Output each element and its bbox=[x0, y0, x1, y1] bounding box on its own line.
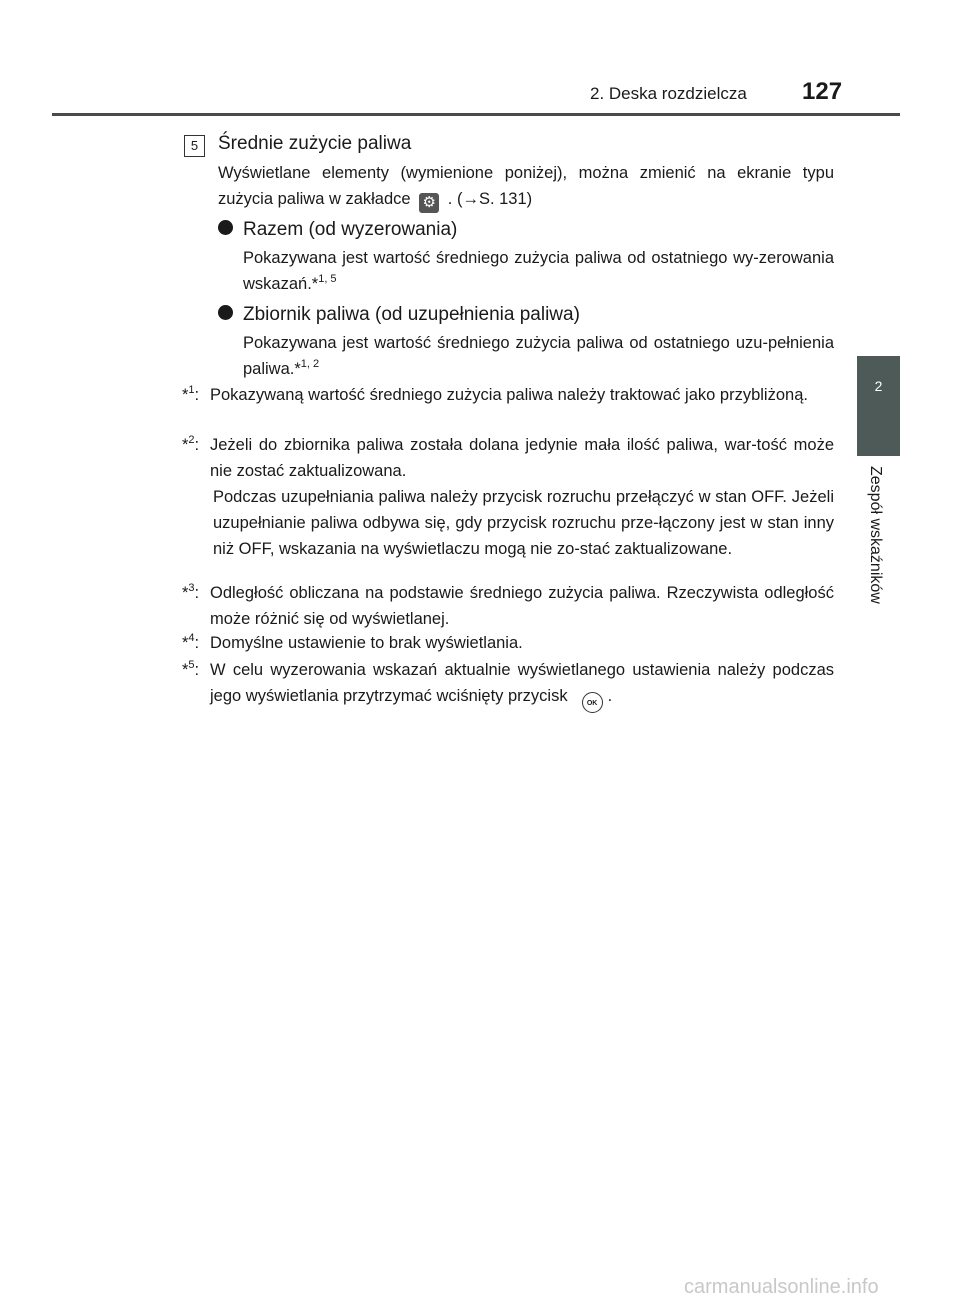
bullet-dot-icon bbox=[218, 220, 233, 235]
footnote-continuation: Podczas uzupełniania paliwa należy przycisk rozruchu przełączyć w stan OFF. Jeżeli uzupełnianie paliwa odbywa się, gdy przycisk rozruchu prze-łączony jest w stan inny niż OFF, wskazania na wyświetlaczu mogą nie zo-stać zaktualizowane. bbox=[213, 488, 834, 558]
bullet-dot-icon bbox=[218, 305, 233, 320]
watermark: carmanualsonline.info bbox=[684, 1276, 879, 1298]
bullet-text: Pokazywana jest wartość średniego zużycia paliwa od ostatniego uzu-pełnienia paliwa.* bbox=[243, 334, 834, 378]
footnote-reference: 1, 2 bbox=[300, 358, 320, 370]
footnote-mark: *$^5$: bbox=[182, 659, 200, 679]
bullet-text: Pokazywana jest wartość średniego zużycia paliwa od ostatniego wy-zerowania wskazań.* bbox=[243, 249, 834, 293]
footnote-text: W celu wyzerowania wskazań aktualnie wyświetlanego ustawienia należy podczas jego wyświetlania przytrzymać wciśnięty przycisk OK . bbox=[210, 657, 834, 713]
footnote-mark: *$^1$: bbox=[182, 384, 200, 404]
bullet-text-total bbox=[243, 245, 834, 297]
bullet-heading-total bbox=[218, 219, 457, 241]
bullet-text-tank bbox=[243, 330, 834, 382]
footnote-mark: *$^3$: bbox=[182, 582, 200, 602]
footnote-reference: 1, 5 bbox=[318, 273, 337, 285]
section-number-box: 5 bbox=[184, 135, 205, 157]
bullet-heading-tank bbox=[218, 304, 580, 326]
section-intro-ref: . (→S. 131) bbox=[447, 190, 533, 208]
footnote-mark: *$^2$: bbox=[182, 434, 200, 454]
bullet-title: Zbiornik paliwa (od uzupełnienia paliwa) bbox=[243, 304, 580, 325]
header-section-title: 2. Deska rozdzielcza bbox=[590, 84, 747, 103]
chapter-tab-label: Zespół wskaźników bbox=[867, 466, 884, 604]
footnote-text: Jeżeli do zbiornika paliwa została dolana jedynie mała ilość paliwa, war-tość może nie zostać zaktualizowana. bbox=[210, 436, 834, 480]
footnote-text: Pokazywaną wartość średniego zużycia paliwa należy traktować jako przybliżoną. bbox=[210, 386, 808, 404]
footnote-text: Domyślne ustawienie to brak wyświetlania. bbox=[210, 634, 523, 652]
section-intro bbox=[218, 160, 834, 213]
section-title: Średnie zużycie paliwa bbox=[218, 133, 412, 154]
header-divider bbox=[52, 113, 900, 116]
settings-gear-icon: ⚙ bbox=[419, 193, 439, 213]
section-intro-text: Wyświetlane elementy (wymienione poniżej), można zmienić na ekranie typu zużycia paliwa w zakładce bbox=[218, 164, 834, 208]
footnote-mark: *$^4$: bbox=[182, 632, 200, 652]
footnote-text-body: W celu wyzerowania wskazań aktualnie wyświetlanego ustawienia należy podczas jego wyświetlania przytrzymać wciśnięty przycisk bbox=[210, 661, 834, 705]
footnote-text: Odległość obliczana na podstawie średniego zużycia paliwa. Rzeczywista odległość może różnić się od wyświetlanej. bbox=[210, 584, 834, 628]
ok-button-icon: OK bbox=[582, 692, 603, 713]
page-number: 127 bbox=[802, 78, 843, 105]
chapter-tab bbox=[857, 356, 900, 456]
chapter-tab-number: 2 bbox=[874, 378, 883, 394]
bullet-title: Razem (od wyzerowania) bbox=[243, 219, 458, 240]
